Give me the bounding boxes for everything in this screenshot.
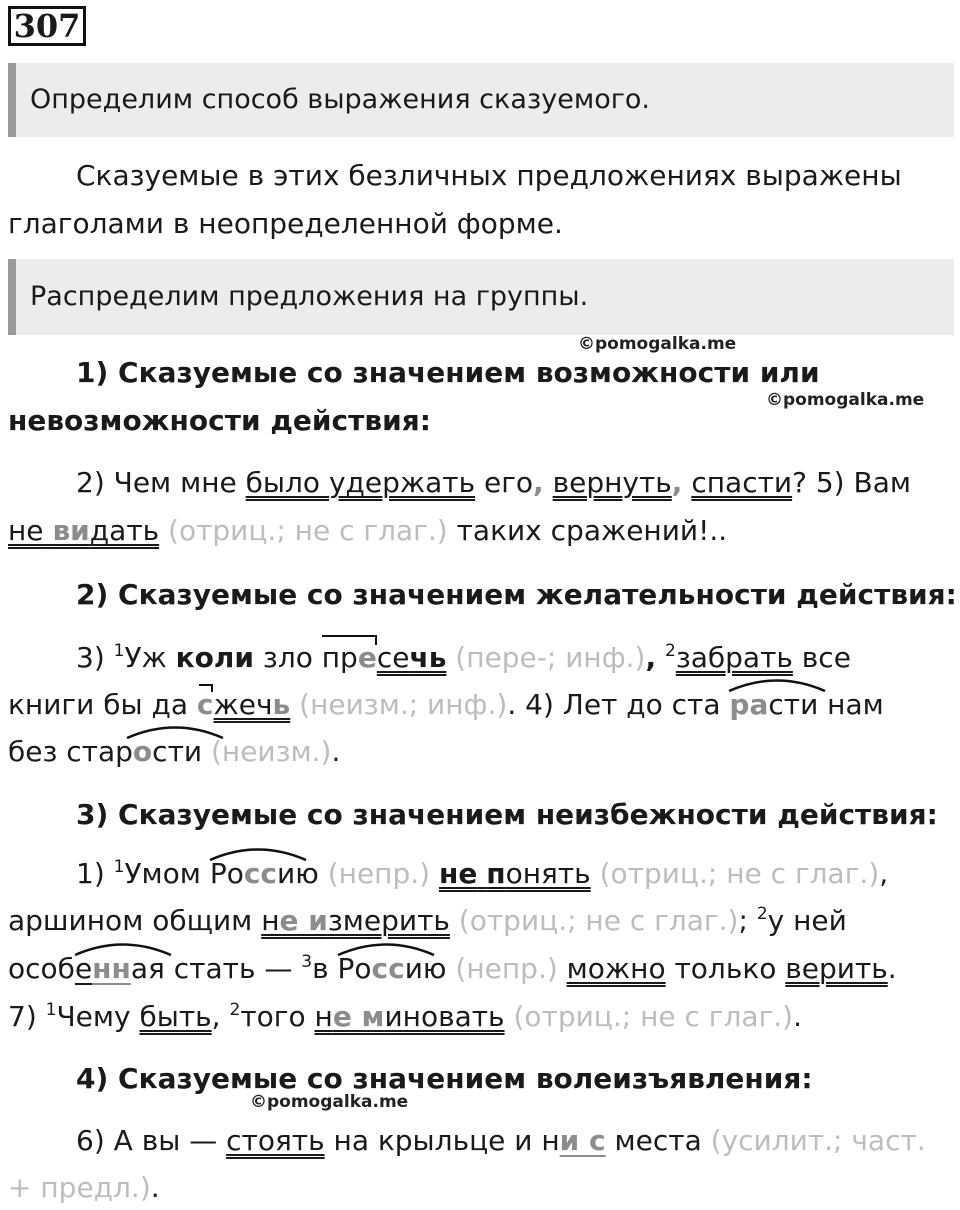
step-header-text: Распределим предложения на группы.	[30, 281, 589, 312]
task-number: 307	[8, 6, 86, 46]
predicate: сжечь	[197, 688, 290, 721]
sentence-line: 7) $^1$Чему быть, $^2$того не миновать (отриц.; не с глаг.).	[8, 1000, 803, 1033]
step-header-groups	[8, 259, 954, 335]
grammar-note: (непр.)	[318, 857, 439, 890]
predicate: не миновать	[314, 1000, 505, 1033]
group-title: 3) Сказуемые со значением неизбежности действия:	[76, 798, 938, 831]
grammar-note: (усилит.; част.	[701, 1124, 926, 1157]
sentence-line: + предл.).	[8, 1171, 160, 1204]
sentence-line: 3) $^1$Уж коли зло пресечь (пере-; инф.), $^2$забрать все	[76, 641, 851, 675]
predicate: вернуть	[552, 466, 672, 499]
grammar-note: (отриц.; не с глаг.)	[590, 857, 880, 890]
group-title: 2) Сказуемые со значением желательности действия:	[76, 578, 957, 611]
paragraph-line: глаголами в неопределенной форме.	[8, 207, 563, 240]
root-arc	[727, 678, 827, 692]
prefix-mark	[199, 684, 213, 692]
predicate: забрать	[675, 641, 793, 674]
root-arc	[125, 725, 225, 739]
sentence-line: 2) Чем мне было удержать его, вернуть, спасти? 5) Вам	[76, 466, 911, 499]
sentence-line: особ енная стать — $^3$в Россию (непр.) можно только верить.	[8, 952, 897, 986]
predicate: спасти	[691, 466, 793, 499]
paragraph-line: Сказуемые в этих безличных предложениях выражены	[76, 159, 902, 192]
sentence-line: не видать (отриц.; не с глаг.) таких сражений!..	[8, 514, 728, 547]
watermark: ©pomogalka.me	[578, 334, 737, 354]
sentence-line: книги бы да сжечь (неизм.; инф.). 4) Лет до ста расти нам	[8, 688, 884, 722]
grammar-note: (неизм.)	[202, 735, 332, 768]
root-arc	[73, 942, 173, 956]
predicate: пресечь	[322, 641, 447, 674]
predicate: быть	[139, 1000, 212, 1033]
predicate: не понять	[438, 857, 591, 890]
predicate: верить	[785, 952, 888, 985]
particle: и с	[559, 1124, 606, 1157]
step-header-predicate	[8, 63, 954, 137]
grammar-note: (пере-; инф.)	[446, 641, 646, 674]
prefix-mark	[322, 635, 377, 645]
group-title: 1) Сказуемые со значением возможности или	[76, 356, 820, 389]
grammar-note: (отриц.; не с глаг.)	[159, 514, 448, 547]
grammar-note: (отриц.; не с глаг.)	[449, 904, 739, 937]
predicate: стоять	[226, 1124, 325, 1157]
conjunction: коли	[175, 641, 255, 674]
step-header-text: Определим способ выражения сказуемого.	[30, 84, 650, 115]
group-title: 4) Сказуемые со значением волеизъявления:	[76, 1062, 813, 1095]
predicate: не видать	[8, 514, 160, 547]
predicate: можно	[566, 952, 666, 985]
watermark: ©pomogalka.me	[250, 1092, 409, 1112]
predicate: было удержать	[245, 466, 476, 499]
group-title: невозможности действия:	[8, 404, 431, 437]
sentence-line: 6) А вы — стоять на крыльце и ни с места (усилит.; част.	[76, 1124, 926, 1157]
sentence-line: 1) $^1$Умом Россию (непр.) не понять (отриц.; не с глаг.),	[76, 857, 888, 891]
watermark: ©pomogalka.me	[766, 390, 925, 410]
root-arc	[336, 942, 436, 956]
grammar-note: (непр.)	[446, 952, 567, 985]
predicate: расти	[729, 688, 818, 721]
grammar-note: (неизм.; инф.)	[290, 688, 508, 721]
grammar-note: (отриц.; не с глаг.)	[504, 1000, 794, 1033]
grammar-note: + предл.)	[8, 1171, 151, 1204]
root-arc	[208, 847, 308, 861]
sentence-line: аршином общим не измерить (отриц.; не с глаг.); $^2$у ней	[8, 904, 847, 937]
sentence-line: без стар ости (неизм.).	[8, 735, 340, 769]
predicate: не измерить	[261, 904, 450, 937]
